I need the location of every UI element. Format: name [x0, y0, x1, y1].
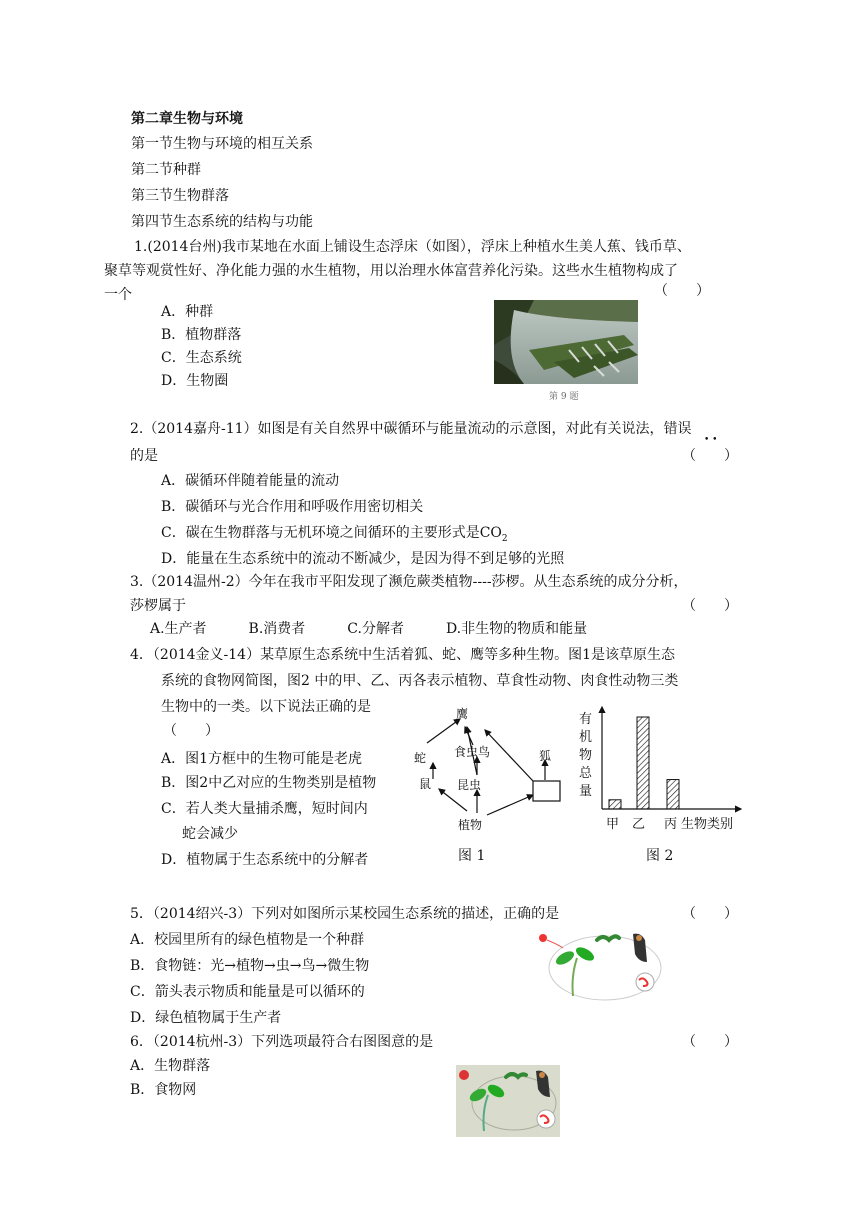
label-eagle: 鹰 [456, 707, 469, 721]
ecosystem-illustration [533, 926, 663, 1006]
question-text: 1.(2014台州)我市某地在水面上铺设生态浮床（如图），浮床上种植水生美人蕉、钱币草、 [134, 239, 691, 255]
figure-caption: 第 9 题 [549, 392, 579, 402]
bar-0 [609, 800, 621, 809]
option: A．生物群落 [130, 1058, 211, 1074]
option: D．能量在生态系统中的流动不断减少，是因为得不到足够的光照 [161, 551, 565, 567]
option-line: A.生产者 B.消费者 C.分解者 D.非生物的物质和能量 [150, 621, 588, 637]
biomass-bar-chart [575, 705, 745, 835]
answer-paren: （ ） [682, 598, 738, 614]
question-text: 4．（2014金义-14）某草原生态系统中生活着狐、蛇、鹰等多种生物。图1是该草原生态 [130, 647, 675, 663]
unknown-organism-box [533, 781, 560, 801]
bar-1 [637, 717, 649, 809]
answer-paren: （ ） [163, 723, 219, 739]
section-heading: 第二节种群 [131, 162, 201, 178]
section-heading: 第一节生物与环境的相互关系 [131, 136, 313, 152]
label-rat: 鼠 [419, 777, 432, 791]
option: D．生物圈 [161, 373, 229, 389]
option: A．碳循环伴随着能量的流动 [161, 473, 340, 489]
option: C．碳在生物群落与无机环境之间循环的主要形式是$CO_2$ [161, 525, 508, 544]
label-snake: 蛇 [414, 751, 427, 765]
option: B．食物链：光→植物→虫→鸟→微生物 [130, 958, 370, 974]
figure-caption: 图 2 [646, 848, 674, 864]
question-text: 的是 [130, 448, 158, 464]
option: A．校园里所有的绿色植物是一个种群 [130, 932, 365, 948]
option: C．生态系统 [161, 350, 242, 366]
option: A．图1方框中的生物可能是老虎 [161, 751, 363, 767]
question-text: 3.（2014温州-2）今年在我市平阳发现了濒危蕨类植物----莎椤。从生态系统的成分分析， [130, 574, 688, 590]
food-web-figure [405, 705, 575, 835]
tick-label-jia: 甲 [606, 817, 620, 832]
emphasis-dots: • • [704, 435, 718, 445]
question-text: 6．（2014杭州-3）下列选项最符合右图图意的是 [130, 1034, 434, 1050]
question-text: 5．（2014绍兴-3）下列对如图所示某校园生态系统的描述，正确的是 [130, 906, 560, 922]
option: C．若人类大量捕杀鹰，短时间内 [161, 801, 368, 817]
label-fox: 狐 [539, 749, 552, 763]
option: D．植物属于生态系统中的分解者 [161, 852, 369, 868]
label-insect: 昆虫 [457, 778, 482, 792]
option: D．绿色植物属于生产者 [130, 1010, 282, 1026]
tick-label-yi: 乙 [632, 817, 646, 832]
option: B．植物群落 [161, 327, 242, 343]
section-heading: 第三节生物群落 [131, 188, 229, 204]
question-text: 一个 [104, 287, 132, 303]
question-text: 聚草等观赏性好、净化能力强的水生植物，用以治理水体富营养化污染。这些水生植物构成了 [104, 263, 678, 279]
question-text: 系统的食物网简图，图2 中的甲、乙、丙各表示植物、草食性动物、肉食性动物三类 [161, 673, 679, 689]
y-axis-label: 有 机 物 总 量 [579, 712, 593, 799]
answer-paren: （ ） [654, 283, 710, 299]
chapter-title: 第二章生物与环境 [131, 111, 243, 127]
bar-2 [667, 780, 679, 809]
option: C．箭头表示物质和能量是可以循环的 [130, 984, 365, 1000]
ecosystem-photo [456, 1065, 560, 1137]
floating-bed-photo [494, 300, 638, 384]
answer-paren: （ ） [682, 1034, 738, 1050]
tick-label-bing: 丙 [664, 817, 678, 832]
answer-paren: （ ） [682, 448, 738, 464]
label-bird: 食虫鸟 [454, 745, 491, 759]
question-text: 莎椤属于 [130, 598, 186, 614]
question-text: 2.（2014嘉舟-11）如图是有关自然界中碳循环与能量流动的示意图，对此有关说法，错误 [130, 421, 692, 437]
question-text: 生物中的一类。以下说法正确的是 [161, 699, 371, 715]
option: A．种群 [161, 304, 214, 320]
section-heading: 第四节生态系统的结构与功能 [131, 214, 313, 230]
option: B．食物网 [130, 1082, 197, 1098]
x-axis-label: 生物类别 [681, 817, 734, 832]
option: 蛇会减少 [182, 826, 238, 842]
option: B．碳循环与光合作用和呼吸作用密切相关 [161, 499, 424, 515]
figure-caption: 图 1 [458, 848, 486, 864]
label-plant: 植物 [458, 818, 483, 832]
answer-paren: （ ） [682, 906, 738, 922]
option: B．图2中乙对应的生物类别是植物 [161, 775, 377, 791]
